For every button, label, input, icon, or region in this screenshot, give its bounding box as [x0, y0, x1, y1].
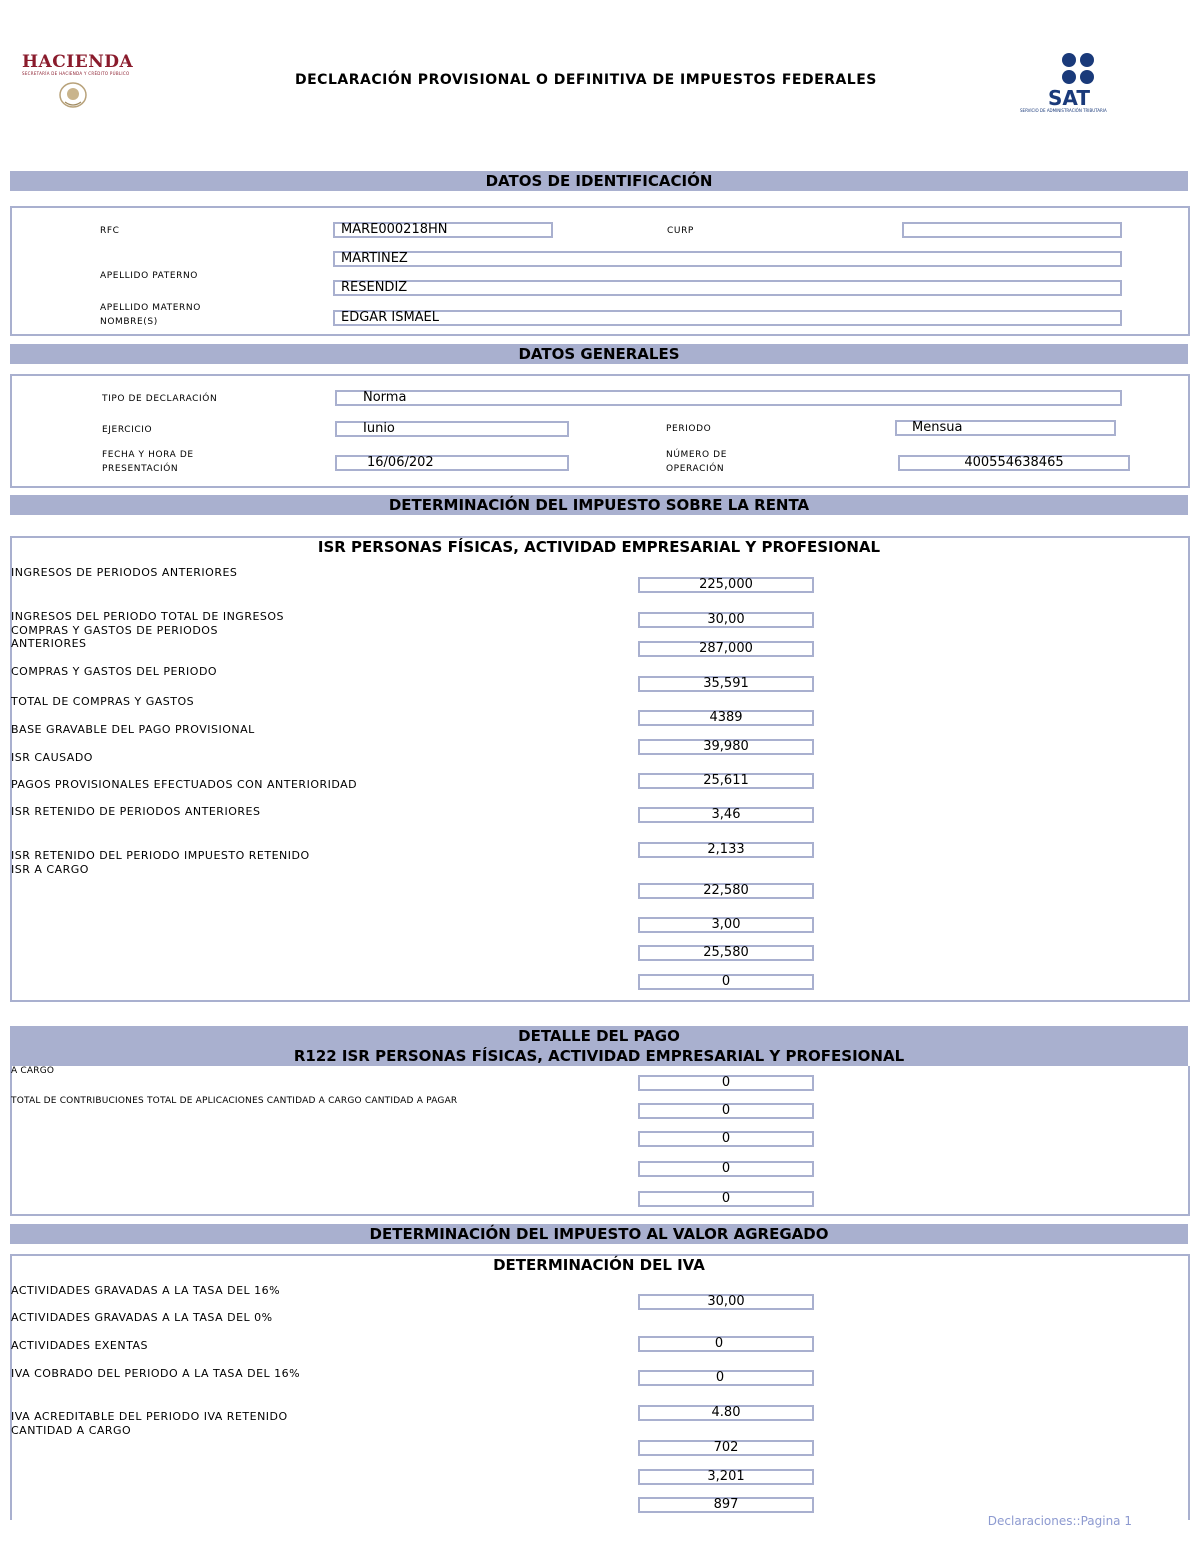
isr-label: COMPRAS Y GASTOS DE PERIODOS: [11, 624, 218, 637]
nombre-label: NOMBRE(S): [100, 317, 158, 327]
isr-value-field[interactable]: 2,133: [638, 842, 814, 858]
operacion-label-2: OPERACIÓN: [666, 464, 725, 474]
apellido-paterno-label: APELLIDO PATERNO: [100, 271, 198, 281]
pago-value-field[interactable]: 0: [638, 1191, 814, 1207]
pago-title-1: DETALLE DEL PAGO: [518, 1027, 680, 1045]
fecha-label-2: PRESENTACIÓN: [102, 464, 179, 474]
isr-label: ISR RETENIDO DE PERIODOS ANTERIORES: [11, 805, 261, 818]
hacienda-logo: HACIENDA: [22, 52, 134, 72]
section-isr: DETERMINACIÓN DEL IMPUESTO SOBRE LA RENTA: [10, 495, 1188, 515]
curp-label: CURP: [667, 226, 694, 236]
pago-value-field[interactable]: 0: [638, 1131, 814, 1147]
isr-label: ISR CAUSADO: [11, 751, 93, 764]
isr-value-field[interactable]: 30,00: [638, 612, 814, 628]
pago-value-field[interactable]: 0: [638, 1103, 814, 1119]
isr-label: TOTAL DE COMPRAS Y GASTOS: [11, 695, 195, 708]
curp-field[interactable]: [902, 222, 1122, 238]
apellido-materno-label: APELLIDO MATERNO: [100, 303, 201, 313]
nombre-field[interactable]: EDGAR ISMAEL: [333, 310, 1122, 326]
iva-subtitle: DETERMINACIÓN DEL IVA: [493, 1256, 705, 1274]
iva-value-field[interactable]: 702: [638, 1440, 814, 1456]
ejercicio-field[interactable]: Iunio: [335, 421, 569, 437]
iva-label: CANTIDAD A CARGO: [11, 1424, 132, 1437]
operacion-label-1: NÚMERO DE: [666, 450, 727, 460]
periodo-field[interactable]: Mensua: [895, 420, 1116, 436]
isr-value-field[interactable]: 25,580: [638, 945, 814, 961]
page-title: DECLARACIÓN PROVISIONAL O DEFINITIVA DE IMPUESTOS FEDERALES: [295, 72, 877, 88]
isr-value-field[interactable]: 225,000: [638, 577, 814, 593]
ejercicio-label: EJERCICIO: [102, 425, 153, 435]
isr-value-field[interactable]: 35,591: [638, 676, 814, 692]
iva-value-field[interactable]: 4.80: [638, 1405, 814, 1421]
isr-value-field[interactable]: 3,46: [638, 807, 814, 823]
fecha-label-1: FECHA Y HORA DE: [102, 450, 194, 460]
section-iva: DETERMINACIÓN DEL IMPUESTO AL VALOR AGREGADO: [10, 1224, 1188, 1244]
isr-value-field[interactable]: 3,00: [638, 917, 814, 933]
sat-dots-icon: [1060, 52, 1098, 86]
iva-value-field[interactable]: 0: [638, 1336, 814, 1352]
isr-value-field[interactable]: 25,611: [638, 773, 814, 789]
iva-value-field[interactable]: 3,201: [638, 1469, 814, 1485]
iva-label: ACTIVIDADES EXENTAS: [11, 1339, 148, 1352]
pago-label: A CARGO: [11, 1066, 55, 1076]
isr-subtitle: ISR PERSONAS FÍSICAS, ACTIVIDAD EMPRESARIAL Y PROFESIONAL: [317, 538, 881, 556]
isr-label: ISR RETENIDO DEL PERIODO IMPUESTO RETENIDO: [11, 849, 310, 862]
iva-label: IVA ACREDITABLE DEL PERIODO IVA RETENIDO: [11, 1410, 288, 1423]
hacienda-logo-subtitle: SECRETARÍA DE HACIENDA Y CRÉDITO PÚBLICO: [22, 71, 130, 76]
isr-label: ISR A CARGO: [11, 863, 89, 876]
iva-value-field[interactable]: 897: [638, 1497, 814, 1513]
iva-label: IVA COBRADO DEL PERIODO A LA TASA DEL 16%: [11, 1367, 301, 1380]
pago-label: TOTAL DE CONTRIBUCIONES TOTAL DE APLICACIONES CANTIDAD A CARGO CANTIDAD A PAGAR: [11, 1096, 458, 1106]
tipo-declaracion-label: TIPO DE DECLARACIÓN: [102, 394, 218, 404]
section-generales: DATOS GENERALES: [10, 344, 1188, 364]
iva-value-field[interactable]: 0: [638, 1370, 814, 1386]
section-pago: [10, 1026, 1188, 1066]
fecha-field[interactable]: 16/06/202: [335, 455, 569, 471]
section-identificacion: DATOS DE IDENTIFICACIÓN: [10, 171, 1188, 191]
periodo-label: PERIODO: [666, 424, 712, 434]
tipo-declaracion-field[interactable]: Norma: [335, 390, 1122, 406]
sat-logo-subtitle: SERVICIO DE ADMINISTRACIÓN TRIBUTARIA: [1020, 108, 1107, 113]
coat-of-arms-icon: [56, 80, 90, 110]
iva-label: ACTIVIDADES GRAVADAS A LA TASA DEL 16%: [11, 1284, 281, 1297]
page-footer: Declaraciones::Pagina 1: [987, 1514, 1132, 1528]
isr-value-field[interactable]: 0: [638, 974, 814, 990]
operacion-field[interactable]: 400554638465: [898, 455, 1130, 471]
isr-label: INGRESOS DEL PERIODO TOTAL DE INGRESOS: [11, 610, 285, 623]
isr-value-field[interactable]: 22,580: [638, 883, 814, 899]
sat-logo: SAT: [1048, 86, 1090, 110]
isr-label: COMPRAS Y GASTOS DEL PERIODO: [11, 665, 218, 678]
isr-value-field[interactable]: 287,000: [638, 641, 814, 657]
rfc-field[interactable]: MARE000218HN: [333, 222, 553, 238]
isr-frame: [10, 536, 1190, 1002]
isr-value-field[interactable]: 39,980: [638, 739, 814, 755]
isr-label: BASE GRAVABLE DEL PAGO PROVISIONAL: [11, 723, 255, 736]
rfc-label: RFC: [100, 226, 120, 236]
pago-value-field[interactable]: 0: [638, 1161, 814, 1177]
pago-value-field[interactable]: 0: [638, 1075, 814, 1091]
isr-value-field[interactable]: 4389: [638, 710, 814, 726]
iva-label: ACTIVIDADES GRAVADAS A LA TASA DEL 0%: [11, 1311, 273, 1324]
pago-title-2: R122 ISR PERSONAS FÍSICAS, ACTIVIDAD EMPRESARIAL Y PROFESIONAL: [293, 1047, 905, 1065]
isr-label: ANTERIORES: [11, 637, 87, 650]
apellido-paterno-field[interactable]: MARTINEZ: [333, 251, 1122, 267]
pago-frame: [10, 1066, 1190, 1216]
iva-value-field[interactable]: 30,00: [638, 1294, 814, 1310]
isr-label: INGRESOS DE PERIODOS ANTERIORES: [11, 566, 238, 579]
isr-label: PAGOS PROVISIONALES EFECTUADOS CON ANTERIORIDAD: [11, 778, 358, 791]
apellido-materno-field[interactable]: RESENDIZ: [333, 280, 1122, 296]
